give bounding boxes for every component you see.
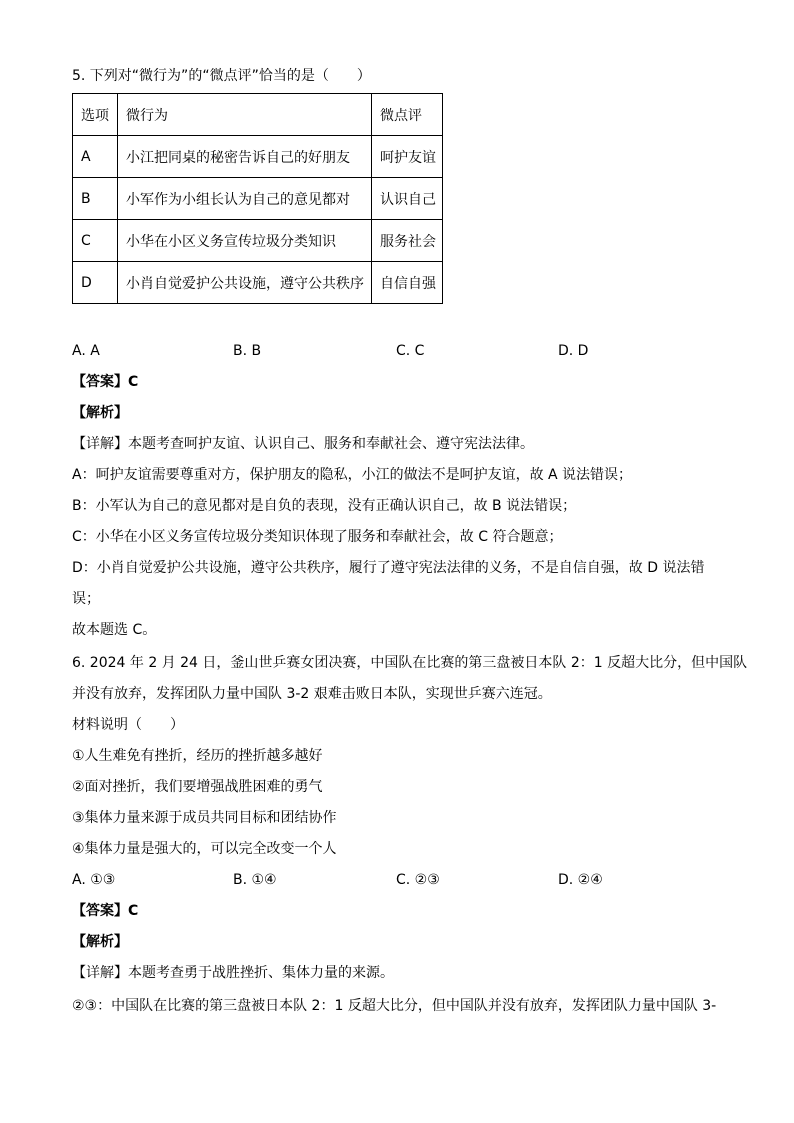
- option-b: B. ①④: [233, 872, 277, 888]
- table-cell: 自信自强: [372, 262, 443, 304]
- question-6-detail: 【详解】本题考查勇于战胜挫折、集体力量的来源。: [72, 965, 394, 981]
- table-header-cell: 微行为: [118, 94, 372, 136]
- table-cell: A: [73, 136, 118, 178]
- question-5-options: [72, 341, 712, 361]
- option-b: B. B: [233, 343, 262, 359]
- table-cell: 小江把同桌的秘密告诉自己的好朋友: [118, 136, 372, 178]
- analysis-line: B：小军认为自己的意见都对是自负的表现，没有正确认识自己，故 B 说法错误；: [72, 498, 577, 514]
- question-5-detail: 【详解】本题考查呵护友谊、认识自己、服务和奉献社会、遵守宪法法律。: [72, 436, 534, 452]
- table-cell: 认识自己: [372, 178, 443, 220]
- table-row: [73, 178, 443, 220]
- option-d: D. ②④: [558, 872, 603, 888]
- statement-item: ③集体力量来源于成员共同目标和团结协作: [72, 810, 337, 826]
- analysis-line: 误；: [72, 591, 100, 607]
- option-a: A. A: [72, 343, 100, 359]
- table-row: [73, 136, 443, 178]
- table-row: [73, 220, 443, 262]
- question-6-prompt: 材料说明（ ）: [72, 717, 184, 733]
- question-6-answer: 【答案】C: [72, 903, 139, 919]
- table-cell: 小肖自觉爱护公共设施，遵守公共秩序: [118, 262, 372, 304]
- statement-item: ②面对挫折，我们要增强战胜困难的勇气: [72, 779, 323, 795]
- question-6-options: [72, 870, 712, 890]
- table-header-cell: 选项: [73, 94, 118, 136]
- analysis-line: D：小肖自觉爱护公共设施，遵守公共秩序，履行了遵守宪法法律的义务，不是自信自强，故 D 说法错: [72, 560, 705, 576]
- analysis-line: A：呵护友谊需要尊重对方，保护朋友的隐私，小江的做法不是呵护友谊，故 A 说法错误；: [72, 467, 633, 483]
- analysis-line: C：小华在小区义务宣传垃圾分类知识体现了服务和奉献社会，故 C 符合题意；: [72, 529, 563, 545]
- table-cell: 呵护友谊: [372, 136, 443, 178]
- table-cell: B: [73, 178, 118, 220]
- question-5-table: [72, 93, 443, 304]
- question-6-stem: 6. 2024 年 2 月 24 日，釜山世乒赛女团决赛，中国队在比赛的第三盘被日本队 2：1 反超大比分，但中国队: [72, 655, 748, 671]
- analysis-line: 故本题选 C。: [72, 622, 157, 638]
- table-cell: 小华在小区义务宣传垃圾分类知识: [118, 220, 372, 262]
- table-header-cell: 微点评: [372, 94, 443, 136]
- question-6-analysis-title: 【解析】: [72, 934, 128, 950]
- option-a: A. ①③: [72, 872, 116, 888]
- table-row: [73, 262, 443, 304]
- table-cell: D: [73, 262, 118, 304]
- statement-item: ①人生难免有挫折，经历的挫折越多越好: [72, 748, 323, 764]
- analysis-line: ②③：中国队在比赛的第三盘被日本队 2：1 反超大比分，但中国队并没有放弃，发挥团队力量中国队 3-: [72, 998, 717, 1014]
- option-c: C. C: [396, 343, 425, 359]
- option-d: D. D: [558, 343, 589, 359]
- table-cell: C: [73, 220, 118, 262]
- question-5-analysis-title: 【解析】: [72, 405, 128, 421]
- option-c: C. ②③: [396, 872, 440, 888]
- table-cell: 服务社会: [372, 220, 443, 262]
- question-5-stem: 5. 下列对“微行为”的“微点评”恰当的是（ ）: [72, 68, 371, 84]
- table-header-row: [73, 94, 443, 136]
- table-cell: 小军作为小组长认为自己的意见都对: [118, 178, 372, 220]
- question-5-answer: 【答案】C: [72, 374, 139, 390]
- question-6-stem-continued: 并没有放弃，发挥团队力量中国队 3-2 艰难击败日本队，实现世乒赛六连冠。: [72, 686, 552, 702]
- statement-item: ④集体力量是强大的，可以完全改变一个人: [72, 841, 337, 857]
